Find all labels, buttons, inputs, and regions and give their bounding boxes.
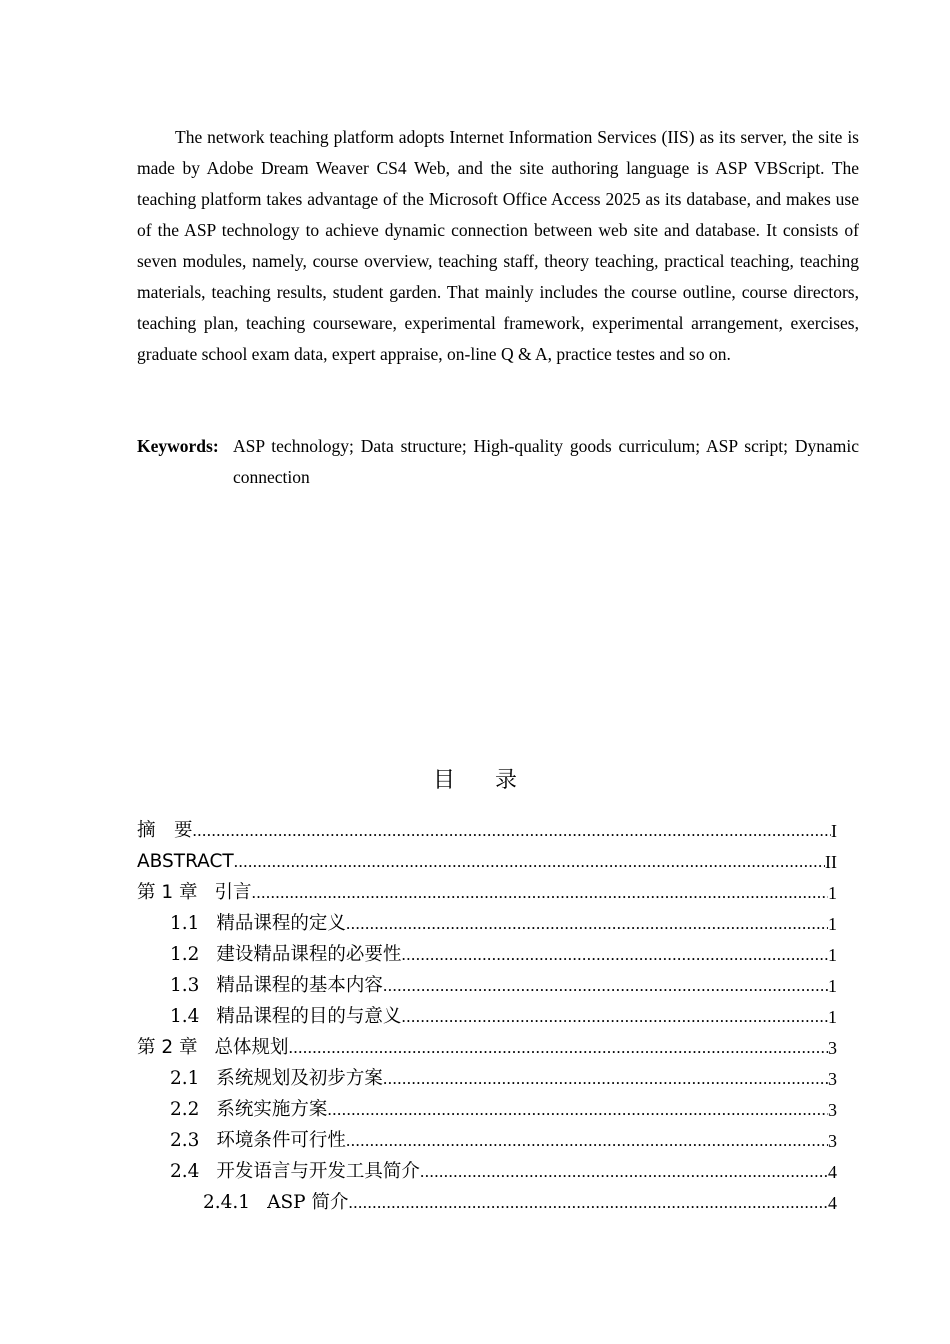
toc-entry-number: 2.4: [170, 1161, 200, 1182]
toc-entry-page: I: [831, 821, 837, 841]
abstract-body: The network teaching platform adopts Internet Information Services (IIS) as its server, the site is made by Adobe Dream Weaver CS4 Web, and the site authoring language is ASP VBScript. The teaching platform takes advantage of the Microsoft Office Access 2025 as its database, and makes use of the ASP technology to achieve dynamic connection between web site and database. It consists of seven modules, namely, course overview, teaching staff, theory teaching, practical teaching, teaching materials, teaching results, student garden. That mainly includes the course outline, course directors, teaching plan, teaching courseware, experimental framework, experimental arrangement, exercises, graduate school exam data, expert appraise, on-line Q & A, practice testes and so on.: [137, 127, 859, 364]
toc-entry-abstract-en[interactable]: [137, 846, 837, 877]
toc-entry-page: 1: [828, 914, 837, 934]
toc-leader-dots: [420, 1157, 828, 1187]
toc-entry-page: II: [825, 852, 837, 872]
toc-entry-page: 4: [828, 1193, 837, 1213]
table-of-contents: [137, 815, 837, 1218]
toc-leader-dots: [327, 1095, 828, 1125]
toc-entry-chapter-2[interactable]: [137, 1032, 837, 1063]
toc-entry-label: ABSTRACT: [137, 851, 234, 872]
keywords-text: ASP technology; Data structure; High-quality goods curriculum; ASP script; Dynamic connection: [233, 436, 859, 487]
toc-entry-2-4[interactable]: [137, 1156, 837, 1187]
toc-entry-number: 1.3: [170, 975, 200, 996]
toc-entry-label: 精品课程的基本内容: [216, 975, 383, 996]
toc-entry-label: 开发语言与开发工具简介: [216, 1161, 420, 1182]
toc-entry-number: 第 2 章: [137, 1037, 198, 1058]
toc-leader-dots: [348, 1188, 828, 1218]
toc-entry-label: ASP 简介: [267, 1192, 349, 1213]
toc-entry-chapter-1[interactable]: [137, 877, 837, 908]
toc-entry-page: 1: [828, 976, 837, 996]
toc-entry-number: 2.1: [170, 1068, 200, 1089]
keywords-line: [137, 431, 859, 493]
toc-entry-1-4[interactable]: [137, 1001, 837, 1032]
toc-entry-label: 引言: [214, 882, 252, 903]
keywords-label: Keywords:: [137, 436, 219, 456]
toc-entry-page: 3: [828, 1131, 837, 1151]
toc-leader-dots: [401, 1002, 828, 1032]
toc-entry-number: 第 1 章: [137, 882, 198, 903]
toc-entry-label: 系统实施方案: [216, 1099, 328, 1120]
toc-entry-label: 系统规划及初步方案: [216, 1068, 383, 1089]
toc-entry-page: 3: [828, 1100, 837, 1120]
toc-entry-2-3[interactable]: [137, 1125, 837, 1156]
toc-leader-dots: [383, 971, 828, 1001]
toc-entry-1-2[interactable]: [137, 939, 837, 970]
toc-leader-dots: [252, 878, 828, 908]
toc-leader-dots: [346, 909, 828, 939]
toc-entry-2-1[interactable]: [137, 1063, 837, 1094]
toc-entry-abstract-cn[interactable]: [137, 815, 837, 846]
toc-entry-page: 3: [828, 1038, 837, 1058]
toc-entry-label: 精品课程的定义: [216, 913, 346, 934]
toc-entry-2-4-1[interactable]: [137, 1187, 837, 1218]
toc-entry-number: 2.3: [170, 1130, 200, 1151]
toc-leader-dots: [289, 1033, 828, 1063]
toc-entry-page: 1: [828, 945, 837, 965]
toc-leader-dots: [401, 940, 828, 970]
toc-entry-page: 3: [828, 1069, 837, 1089]
toc-entry-2-2[interactable]: [137, 1094, 837, 1125]
toc-entry-number: 1.2: [170, 944, 200, 965]
toc-entry-label: 环境条件可行性: [216, 1130, 346, 1151]
toc-entry-label: 精品课程的目的与意义: [216, 1006, 402, 1027]
toc-entry-number: 2.4.1: [203, 1192, 251, 1213]
toc-entry-number: 1.1: [170, 913, 200, 934]
toc-entry-page: 1: [828, 1007, 837, 1027]
toc-entry-label: 总体规划: [214, 1037, 289, 1058]
toc-leader-dots: [346, 1126, 828, 1156]
toc-entry-1-1[interactable]: [137, 908, 837, 939]
toc-entry-number: 2.2: [170, 1099, 200, 1120]
toc-entry-label: 摘 要: [137, 820, 193, 841]
toc-leader-dots: [234, 847, 825, 877]
toc-entry-1-3[interactable]: [137, 970, 837, 1001]
toc-title: 目录: [432, 768, 557, 793]
toc-leader-dots: [193, 816, 831, 846]
toc-leader-dots: [383, 1064, 828, 1094]
toc-entry-number: 1.4: [170, 1006, 200, 1027]
toc-entry-label: 建设精品课程的必要性: [216, 944, 402, 965]
toc-entry-page: 1: [828, 883, 837, 903]
toc-entry-page: 4: [828, 1162, 837, 1182]
